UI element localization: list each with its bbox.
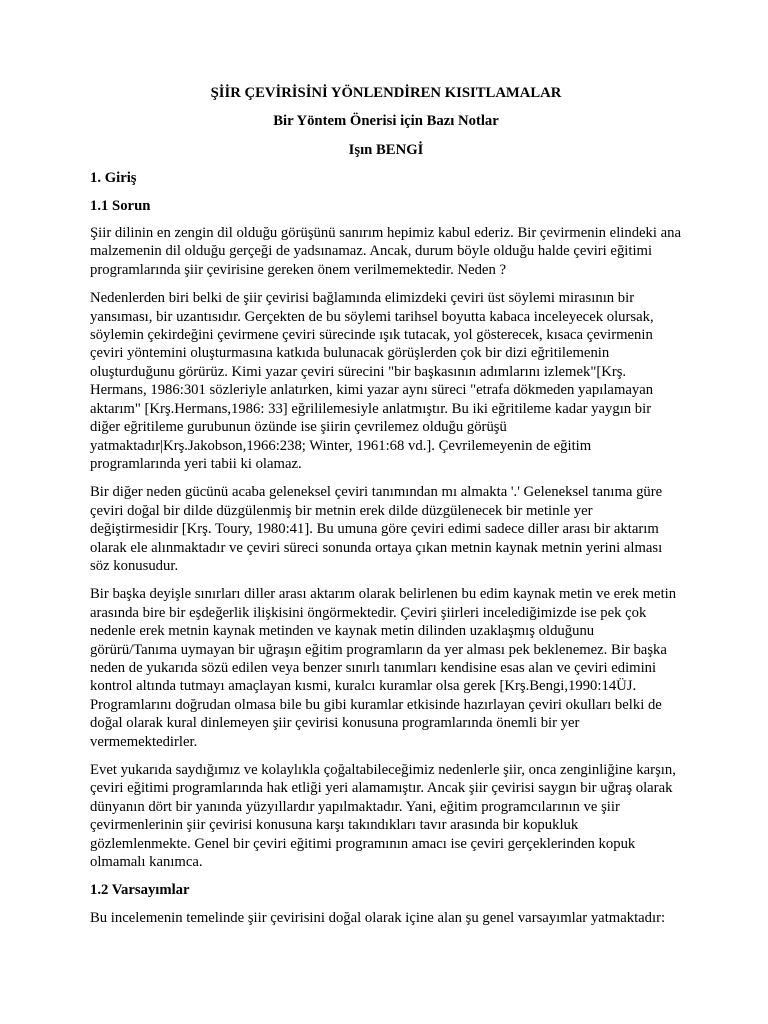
paragraph: Nedenlerden biri belki de şiir çevirisi bağlamında elimizdeki çeviri üst söylemi mirasının bir yansıması, bir uzantısıdır. Gerçekten de bu söylemi tarihsel boyutta kabaca inceleyecek olursak, söylemin çekirdeğini çevirmene çeviri sürecinde ışık tutacak, yol gösterecek, kısaca çevirmenin çeviri yöntemini oluşturmasına katkıda bulunacak görüşlerden çok bir dizi eğritilemenin oluşturduğunu görürüz. Kimi yazar çeviri sürecini "bir başkasının adımlarını izlemek"[Krş. Hermans, 1986:301 sözleriyle anlatırken, kimi yazar aynı süreci "etrafa dökmeden yapılamayan aktarım" [Krş.Hermans,1986: 33] eğrililemesiyle anlatmıştır. Bu iki eğritileme kadar yaygın bir diğer eğritileme gurubunun özünde ise şiirin çevrilemez olduğu görüşü yatmaktadır|Krş.Jakobson,1966:238; Winter, 1961:68 vd.]. Çevrilemeyenin de eğitim programlarında yeri tabii ki olamaz. [90, 290, 654, 472]
document-subtitle: Bir Yöntem Önerisi için Bazı Notlar [273, 113, 499, 130]
paragraph: Şiir dilinin en zengin dil olduğu görüşünü sanırım hepimiz kabul ederiz. Bir çevirmenin elindeki ana malzemenin dil olduğu gerçeği de yadsınamaz. Ancak, durum böyle olduğu halde çeviri eğitimi programlarında şiir çevirisine gereken önem verilmemektedir. Neden ? [90, 225, 682, 278]
paragraph: Bu incelemenin temelinde şiir çevirisini doğal olarak içine alan şu genel varsayımlar yatmaktadır: [90, 909, 666, 926]
paragraph: Evet yukarıda saydığımız ve kolaylıkla çoğaltabileceğimiz nedenlerle şiir, onca zenginliğine karşın, çeviri eğitimi programlarında hak etliği yeri alamamıştır. Ancak şiir çevirisi saygın bir uğraş olarak dünyanın dört bir yanında yüzyıllardır yapılmaktadır. Yani, eğitim programcılarının ve şiir çevirmenlerinin şiir çevirisi konusuna karşı takındıkları tavır arasında bir kopukluk gözlemlenmekte. Genel bir çeviri eğitimi programının amacı ise çeviri gerçeklerinden kopuk olmamalı kanımca. [90, 762, 676, 871]
paragraph: Bir diğer neden gücünü acaba geleneksel çeviri tanımından mı almakta '.' Geleneksel tanıma güre çeviri doğal bir dilde düzgülenmiş bir metnin erek dilde düzgülenecek bir metinle yer değiştirmesidir [Krş. Toury, 1980:41]. Bu umuna göre çeviri edimi sadece diller arası bir aktarım olarak ele alınmaktadır ve çeviri süreci sonunda ortaya çıkan metnin kaynak metnin yerini alması söz konusudur. [90, 484, 663, 574]
paragraph: Bir başka deyişle sınırları diller arası aktarım olarak belirlenen bu edim kaynak metin ve erek metin arasında bire bir eşdeğerlik ilişkisini öngörmektedir. Çeviri şiirleri incelediğimizde ise pek çok nedenle erek metnin kaynak metinden ve kaynak metin dilinden uzaklaşmış olduğunu görürü/Tanıma uymayan bir uğraşın eğitim programların da yer alması pek beklenemez. Bir başka neden de yukarıda sözü edilen veya benzer sınırlı tanımları kendisine esas alan ve çeviri edimini kontrol altında tutmayı amaçlayan kısmi, kuralcı kuramlar olsa gerek [Krş.Bengi,1990:14ÜJ. Programlarını doğrudan olmasa bile bu gibi kuramlar etkisinde hazırlayan çeviri okulları belki de doğal olarak kural dinlemeyen şiir çevirisi konusuna programlarında önemli bir yer vermemektedirler. [90, 586, 677, 750]
subsection-heading-sorun: 1.1 Sorun [90, 197, 151, 214]
section-heading-giris: 1. Giriş [90, 170, 137, 187]
subsection-heading-varsayimlar: 1.2 Varsayımlar [90, 882, 190, 899]
document-title: ŞİİR ÇEVİRİSİNİ YÖNLENDİREN KISITLAMALAR [210, 85, 562, 101]
document-page [90, 84, 682, 937]
document-author: Işın BENGİ [348, 141, 424, 158]
